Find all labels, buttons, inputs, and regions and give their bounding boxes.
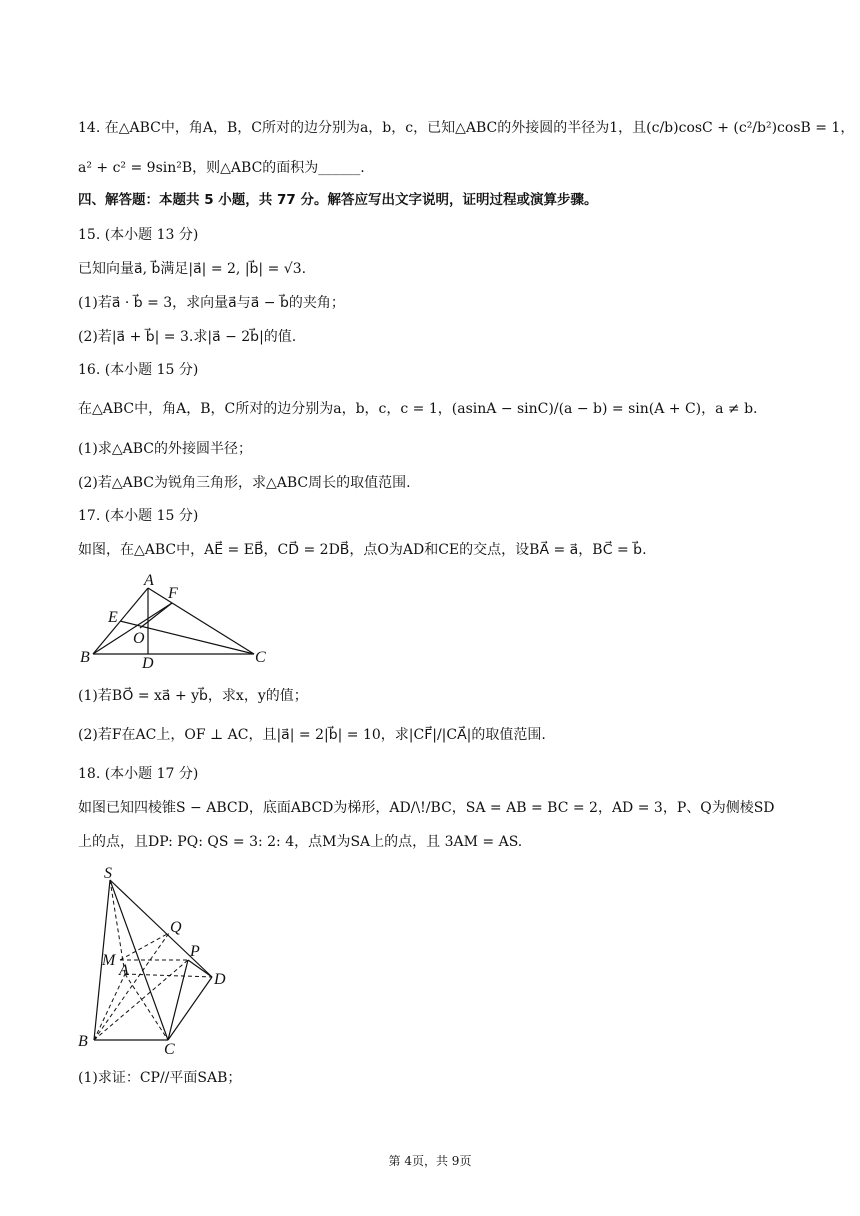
q17-stem: 如图，在△ABC中，AE⃗ = EB⃗，CD⃗ = 2DB⃗，点O为AD和CE的交点，设BA⃗ = a⃗，BC⃗ = b⃗. [78, 542, 647, 558]
label-D: D [214, 971, 226, 988]
label-M: M [102, 952, 116, 969]
label-A: A [144, 572, 154, 589]
q18-heading: 18. (本小题 17 分) [78, 766, 199, 782]
label-P: P [190, 943, 200, 960]
q17-part-2: (2)若F在AC上，OF ⊥ AC，且|a⃗| = 2|b⃗| = 10，求|CF⃗|/|CA⃗|的取值范围. [78, 727, 546, 743]
label-C: C [164, 1041, 175, 1057]
q16-heading: 16. (本小题 15 分) [78, 362, 199, 378]
q16-stem: 在△ABC中，角A，B，C所对的边分别为a，b，c，c = 1，(asinA − sinC)/(a − b) = sin(A + C)，a ≠ b. [78, 401, 758, 417]
q15-part-1: (1)若a⃗ · b⃗ = 3，求向量a⃗与a⃗ − b⃗的夹角； [78, 295, 345, 311]
label-Q: Q [170, 919, 182, 936]
triangle-figure [78, 570, 278, 670]
q14-line-2: a² + c² = 9sin²B，则△ABC的面积为______. [78, 160, 365, 176]
label-E: E [108, 609, 118, 626]
label-B: B [78, 1033, 88, 1050]
label-B: B [80, 649, 90, 666]
q14-line-1: 14. 在△ABC中，角A，B，C所对的边分别为a，b，c，已知△ABC的外接圆的半径为1，且(c/b)cosC + (c²/b²)cosB = 1， [78, 120, 855, 136]
label-S: S [104, 865, 112, 882]
page-footer: 第 4页，共 9页 [388, 1154, 472, 1168]
label-A: A [119, 962, 129, 979]
q16-part-2: (2)若△ABC为锐角三角形，求△ABC周长的取值范围. [78, 475, 411, 491]
q18-part-1: (1)求证：CP//平面SAB； [78, 1070, 242, 1086]
q15-stem: 已知向量a⃗, b⃗满足|a⃗| = 2, |b⃗| = √3. [78, 261, 307, 277]
pyramid-figure [72, 862, 242, 1057]
q17-part-1: (1)若BO⃗ = xa⃗ + yb⃗，求x，y的值； [78, 688, 308, 704]
label-C: C [255, 649, 266, 666]
q18-stem-2: 上的点，且DP: PQ: QS = 3: 2: 4，点M为SA上的点，且 3AM = AS. [78, 834, 523, 850]
label-D: D [142, 655, 154, 670]
q15-heading: 15. (本小题 13 分) [78, 227, 199, 243]
q16-part-1: (1)求△ABC的外接圆半径； [78, 441, 252, 457]
q17-heading: 17. (本小题 15 分) [78, 508, 199, 524]
q15-part-2: (2)若|a⃗ + b⃗| = 3.求|a⃗ − 2b⃗|的值. [78, 329, 297, 345]
label-O: O [133, 630, 145, 647]
q18-stem-1: 如图已知四棱锥S − ABCD，底面ABCD为梯形，AD/\!/BC，SA = AB = BC = 2，AD = 3，P、Q为侧棱SD [78, 800, 775, 816]
section-heading: 四、解答题：本题共 5 小题，共 77 分。解答应写出文字说明，证明过程或演算步骤。 [78, 192, 598, 208]
label-F: F [168, 585, 178, 602]
